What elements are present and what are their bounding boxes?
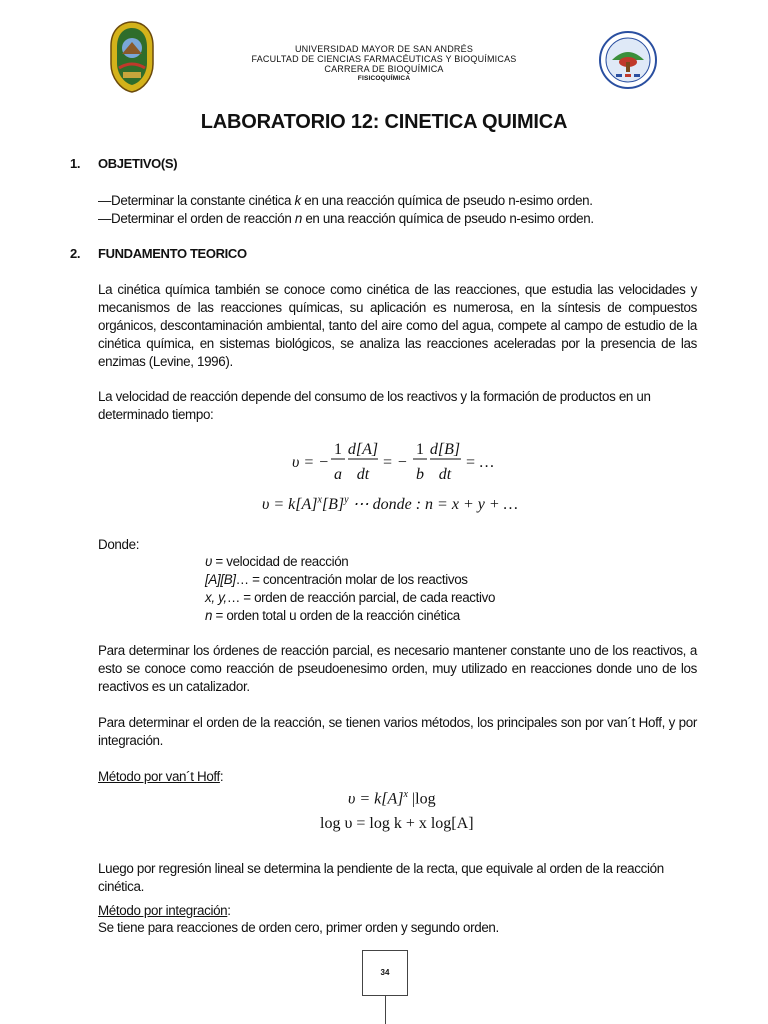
svg-text:= …: = … (465, 454, 495, 471)
definition-item: υ = velocidad de reacción (205, 554, 349, 569)
svg-text:1: 1 (334, 441, 342, 458)
rate-equation (290, 433, 510, 485)
svg-text:b: b (416, 466, 424, 483)
objective-item: —Determinar el orden de reacción n en una reacción química de pseudo n-esimo orden. (98, 211, 594, 226)
paragraph: Para determinar los órdenes de reacción parcial, es necesario mantener constante uno de los reactivos, a esto se conoce como reacción de pseudoenesimo orden, muy utilizado en reacciones donde uno de los reactivos es un catalizador. (98, 643, 697, 694)
objective-item: —Determinar la constante cinética k en una reacción química de pseudo n-esimo orden. (98, 193, 593, 208)
document-header (0, 44, 768, 84)
svg-text:υ = −: υ = − (292, 454, 329, 471)
page-number-line (385, 995, 386, 1024)
svg-text:a: a (334, 466, 342, 483)
paragraph: Luego por regresión lineal se determina la pendiente de la recta, que equivale al orden de la reacción cinética. (98, 861, 664, 894)
career-name: CARRERA DE BIOQUÍMICA (324, 64, 444, 74)
faculty-name: FACULTAD DE CIENCIAS FARMACÉUTICAS Y BIOQUÍMICAS (251, 54, 517, 64)
definition-item: n = orden total u orden de la reacción cinética (205, 608, 460, 623)
donde-label: Donde: (98, 537, 140, 552)
university-name: UNIVERSIDAD MAYOR DE SAN ANDRÉS (294, 44, 474, 54)
definition-item: [A][B]… = concentración molar de los reactivos (205, 572, 468, 587)
svg-text:dt: dt (438, 466, 452, 483)
svg-text:= −: = − (382, 454, 408, 471)
vanthoff-equation: $\upsilon = k[A]^x$ |log (348, 789, 436, 808)
definition-item: x, y,… = orden de reacción parcial, de cada reactivo (205, 590, 496, 605)
paragraph: La velocidad de reacción depende del consumo de los reactivos y la formación de productos en un determinado tiempo: (98, 389, 651, 422)
paragraph: Se tiene para reacciones de orden cero, primer orden y segundo orden. (98, 920, 499, 935)
integration-method-label: Método por integración: (98, 903, 231, 918)
rate-law-equation: $\upsilon = k[A]^x[B]^y$ ⋯ donde : n = x + y + … (262, 494, 518, 513)
section-2-heading: 2. FUNDAMENTO TEORICO (70, 246, 247, 261)
subject-name: FISICOQUÍMICA (357, 75, 411, 82)
paragraph: Para determinar el orden de la reacción, se tienen varios métodos, los principales son por van´t Hoff, y por integración. (98, 715, 697, 748)
svg-text:d[B]: d[B] (429, 441, 461, 458)
vanthoff-log-equation: log υ = log k + x log[A] (320, 815, 474, 832)
vanthoff-method-label: Método por van´t Hoff: (98, 769, 224, 784)
paragraph: La cinética química también se conoce como cinética de las reacciones, que estudia las velocidades y mecanismos de las reacciones químicas, su aplicación es numerosa, en la síntesis de compuestos orgánicos, descontaminación ambiental, tanto del aire como del agua, compete al campo de estudio de la cinética química, en sistemas biológicos, se analiza las reacciones aceleradas por la presencia de las enzimas (Levine, 1996). (98, 282, 697, 369)
svg-text:dt: dt (356, 466, 370, 483)
svg-text:1: 1 (416, 441, 424, 458)
page-title: LABORATORIO 12: CINETICA QUIMICA (200, 111, 568, 133)
page-number: 34 (362, 950, 408, 996)
svg-text:d[A]: d[A] (347, 441, 379, 458)
section-1-heading: 1. OBJETIVO(S) (70, 156, 178, 171)
